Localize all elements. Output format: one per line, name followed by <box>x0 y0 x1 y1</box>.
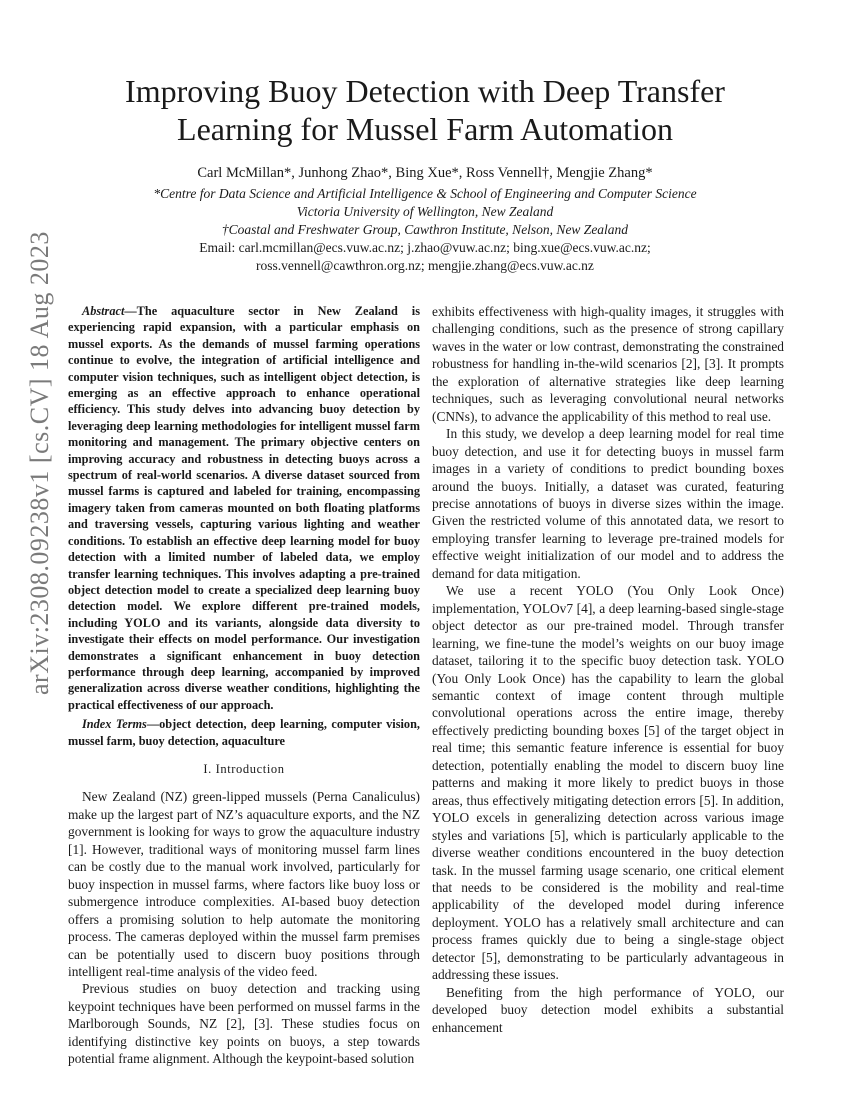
paper-title <box>70 72 780 148</box>
index-terms-text: —object detection, deep learning, computer vision, mussel farm, buoy detection, aquaculture <box>68 717 420 748</box>
email-line-2: ross.vennell@cawthron.org.nz; mengjie.zhang@ecs.vuw.ac.nz <box>256 258 594 273</box>
title-line-1: Improving Buoy Detection with Deep Transfer <box>125 73 725 109</box>
paragraph: Benefiting from the high performance of YOLO, our developed buoy detection model exhibits a substantial enhancement <box>432 984 784 1035</box>
abstract <box>68 303 420 713</box>
author-list: Carl McMillan*, Junhong Zhao*, Bing Xue*, Ross Vennell†, Mengjie Zhang* <box>197 165 653 181</box>
title-line-2: Learning for Mussel Farm Automation <box>177 111 673 147</box>
paragraph: New Zealand (NZ) green-lipped mussels (Perna Canaliculus) make up the largest part of NZ’s aquaculture exports, and the NZ government is looking for ways to grow the aquaculture industry [1]. However, traditional ways of monitoring mussel farm lines can be costly due to the manual work involved, particularly for buoy inspection in mussel farms, where factors like buoy loss or submergence introduce complexities. AI-based buoy detection offers a promising solution to help automate the monitoring process. The cameras deployed within the mussel farm premises can be potentially used to discern buoy positions through intelligent real-time analysis of the video feed. <box>68 789 420 979</box>
arxiv-identifier: arXiv:2308.09238v1 [cs.CV] 18 Aug 2023 <box>25 231 54 695</box>
affiliation-1-line-2: Victoria University of Wellington, New Zealand <box>296 204 554 219</box>
paragraph: In this study, we develop a deep learning model for real time buoy detection, and use it for detecting buoys in mussel farm images in a variety of conditions to predict bounding boxes around the buoys. Initially, a dataset was curated, featuring precise annotations of buoys in diverse sizes within the image. Given the restricted volume of this annotated data, we resort to employing transfer learning to leverage pre-trained models for effective weight initialization of our model and to address the demand for data mitigation. <box>432 426 784 581</box>
author-block <box>70 164 780 275</box>
paragraph: We use a recent YOLO (You Only Look Once) implementation, YOLOv7 [4], a deep learning-based single-stage object detector as our pre-trained model. Through transfer learning, we fine-tune the model’s weights on our buoy image dataset, tailoring it to the specific buoy detection task. YOLO (You Only Look Once) has the capability to learn the global semantic context of image content through multiple convolutional operations across the entire image, thereby effectively predicting bounding boxes [5] of the target object in real time; this semantic feature inference is essential for buoy detection, potentially enabling the model to discern buoy line patterns and making it more likely to predict buoys in those areas, thus effectively mitigating detection errors [5]. In addition, YOLO excels in generalizing detection across various image styles and variations [5], which is particularly applicable to the diverse weather conditions encountered in the buoy detection task. In the mussel farming usage scenario, one critical element that needs to be considered is the mobility and real-time applicability of the developed model during inference deployment. YOLO has a relatively small architecture and can process frames quickly due to being a single-stage object detector [5], demonstrating to be particularly advantageous in addressing these issues. <box>432 583 784 983</box>
affiliation-2: †Coastal and Freshwater Group, Cawthron Institute, Nelson, New Zealand <box>221 222 629 237</box>
email-line-1: Email: carl.mcmillan@ecs.vuw.ac.nz; j.zhao@vuw.ac.nz; bing.xue@ecs.vuw.ac.nz; <box>199 240 651 255</box>
index-terms <box>68 716 420 749</box>
paragraph: Previous studies on buoy detection and tracking using keypoint techniques have been performed on mussel farms in the Marlborough Sounds, NZ [2], [3]. These studies focus on identifying distinctive key points on buoys, a step towards potential frame alignment. Although the keypoint-based solution <box>68 981 420 1067</box>
paragraph: exhibits effectiveness with high-quality images, it struggles with challenging conditions, such as the presence of strong capillary waves in the water or low contrast, demonstrating the constrained robustness for handling in-the-wild scenarios [2], [3]. It prompts the exploration of alternative strategies like deep learning techniques, such as leveraging convolutional neural networks (CNNs), to advance the applicability of this method to real use. <box>432 304 784 424</box>
index-terms-label: Index Terms <box>82 717 147 732</box>
abstract-label: Abstract <box>82 304 125 318</box>
left-column <box>68 303 420 1068</box>
section-heading-introduction: I. Introduction <box>203 761 285 776</box>
right-column <box>432 303 784 1036</box>
affiliation-1-line-1: *Centre for Data Science and Artificial Intelligence & School of Engineering and Computer Science <box>153 186 697 201</box>
abstract-text: —The aquaculture sector in New Zealand is experiencing rapid expansion, with a particular emphasis on mussel exports. As the demands of mussel farming operations continue to evolve, the integration of artificial intelligence and computer vision techniques, such as intelligent object detection, is emerging as an effective approach to enhance operational efficiency. This study delves into advancing buoy detection by leveraging deep learning methodologies for intelligent mussel farm monitoring and management. The primary objective centers on improving accuracy and robustness in detecting buoys across a spectrum of real-world scenarios. A diverse dataset sourced from mussel farms is captured and labeled for training, encompassing imagery taken from cameras mounted on both floating platforms and traversing vessels, capturing various lighting and weather conditions. To establish an effective deep learning model for buoy detection with a limited number of labeled data, we employ transfer learning techniques. This involves adapting a pre-trained object detection model to create a specialized deep learning buoy detection model. We explore different pre-trained models, including YOLO and its variants, alongside data diversity to investigate their effects on model performance. Our investigation demonstrates a significant enhancement in buoy detection performance through deep learning, accompanied by improved generalization across diverse weather conditions, highlighting the practical effectiveness of our approach. <box>68 304 420 712</box>
